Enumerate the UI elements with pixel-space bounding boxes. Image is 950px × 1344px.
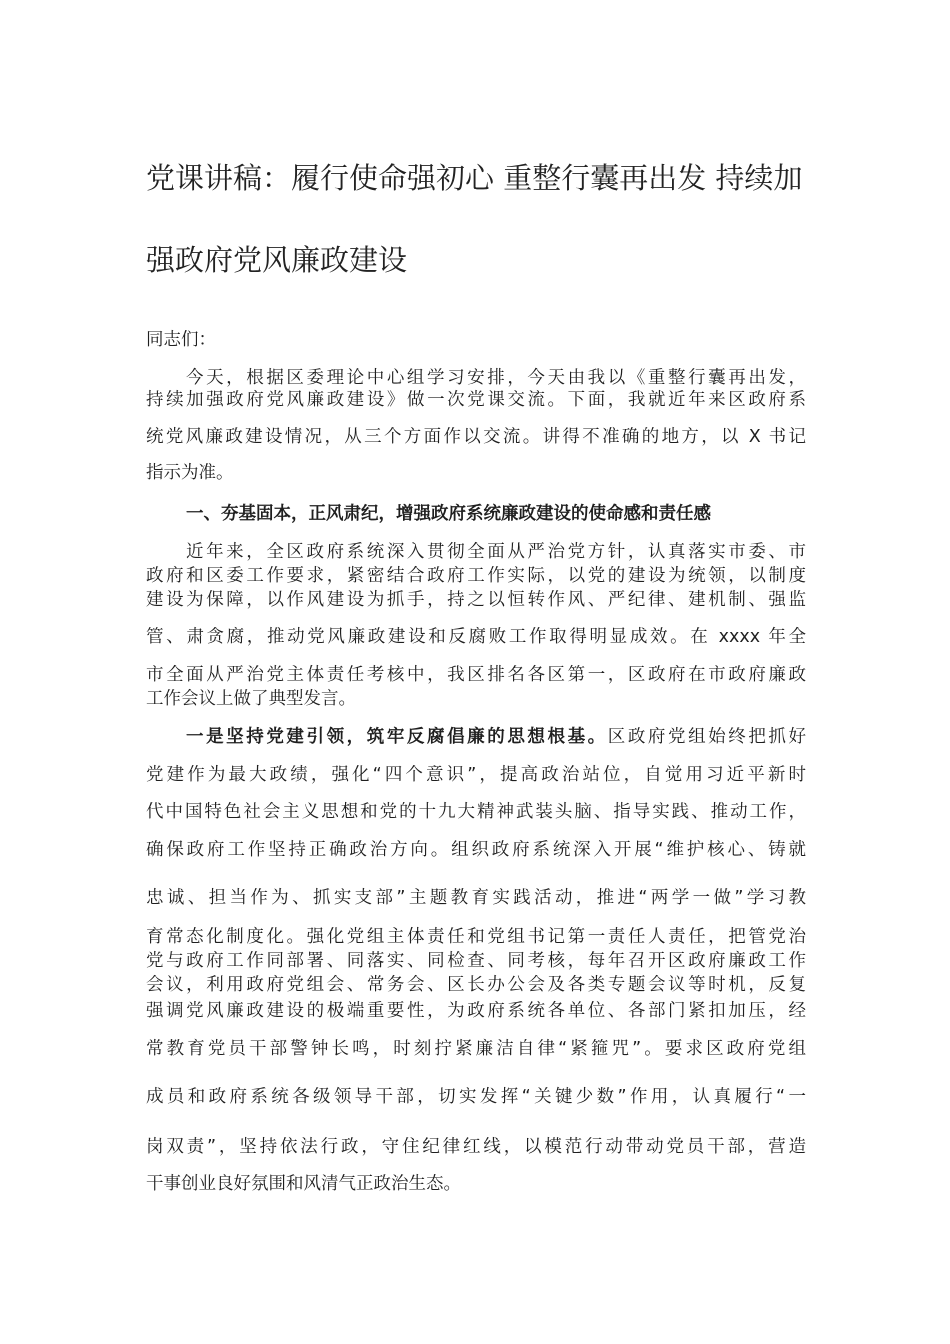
section-heading: 一、夯基固本，正风肃纪，增强政府系统廉政建设的使命感和责任感 — [186, 504, 711, 524]
section-line: 近年来，全区政府系统深入贯彻全面从严治党方针，认真落实市委、市 — [186, 542, 806, 562]
point-line: 干事创业良好氛围和风清气正政治生态。 — [146, 1174, 461, 1194]
section-line: 管、肃贪腐，推动党风廉政建设和反腐败工作取得明显成效。在 xxxx 年全 — [146, 627, 806, 647]
point-line: 成员和政府系统各级领导干部，切实发挥“关键少数”作用，认真履行“一 — [146, 1087, 806, 1107]
intro-line: 今天，根据区委理论中心组学习安排，今天由我以《重整行囊再出发， — [186, 368, 806, 388]
intro-line: 指示为准。 — [146, 463, 234, 483]
intro-line: 统党风廉政建设情况，从三个方面作以交流。讲得不准确的地方，以 X 书记 — [146, 427, 806, 447]
point-line: 常教育党员干部警钟长鸣，时刻拧紧廉洁自律“紧箍咒”。要求区政府党组 — [146, 1039, 806, 1059]
point-line: 强调党风廉政建设的极端重要性，为政府系统各单位、各部门紧扣加压，经 — [146, 1001, 806, 1021]
section-line: 工作会议上做了典型发言。 — [146, 689, 356, 709]
point-line: 确保政府工作坚持正确政治方向。组织政府系统深入开展“维护核心、铸就 — [146, 840, 806, 860]
point-line: 育常态化制度化。强化党组主体责任和党组书记第一责任人责任，把管党治 — [146, 927, 806, 947]
point-heading: 一是坚持党建引领，筑牢反腐倡廉的思想根基。 — [186, 727, 608, 747]
point-first-rest: 区政府党组始终把抓好 — [607, 727, 806, 747]
point-line: 会议，利用政府党组会、常务会、区长办公会及各类专题会议等时机，反复 — [146, 975, 806, 995]
document-title-line-1: 党课讲稿：履行使命强初心 重整行囊再出发 持续加 — [146, 161, 803, 195]
point-line: 党建作为最大政绩，强化“四个意识”，提高政治站位，自觉用习近平新时 — [146, 765, 806, 785]
section-line: 政府和区委工作要求，紧密结合政府工作实际，以党的建设为统领，以制度 — [146, 566, 806, 586]
document-title-line-2: 强政府党风廉政建设 — [146, 243, 408, 277]
point-line: 岗双责”，坚持依法行政，守住纪律红线，以模范行动带动党员干部，营造 — [146, 1137, 806, 1157]
section-line: 市全面从严治党主体责任考核中，我区排名各区第一，区政府在市政府廉政 — [146, 665, 806, 685]
point-line: 代中国特色社会主义思想和党的十九大精神武装头脑、指导实践、推动工作， — [146, 802, 806, 822]
section-line: 建设为保障，以作风建设为抓手，持之以恒转作风、严纪律、建机制、强监 — [146, 590, 806, 610]
point-first-line — [186, 724, 806, 750]
point-line: 忠诚、担当作为、抓实支部”主题教育实践活动，推进“两学一做”学习教 — [146, 888, 806, 908]
intro-line: 持续加强政府党风廉政建设》做一次党课交流。下面，我就近年来区政府系 — [146, 390, 806, 410]
point-line: 党与政府工作同部署、同落实、同检查、同考核，每年召开区政府廉政工作 — [146, 951, 806, 971]
salutation: 同志们： — [146, 330, 216, 350]
